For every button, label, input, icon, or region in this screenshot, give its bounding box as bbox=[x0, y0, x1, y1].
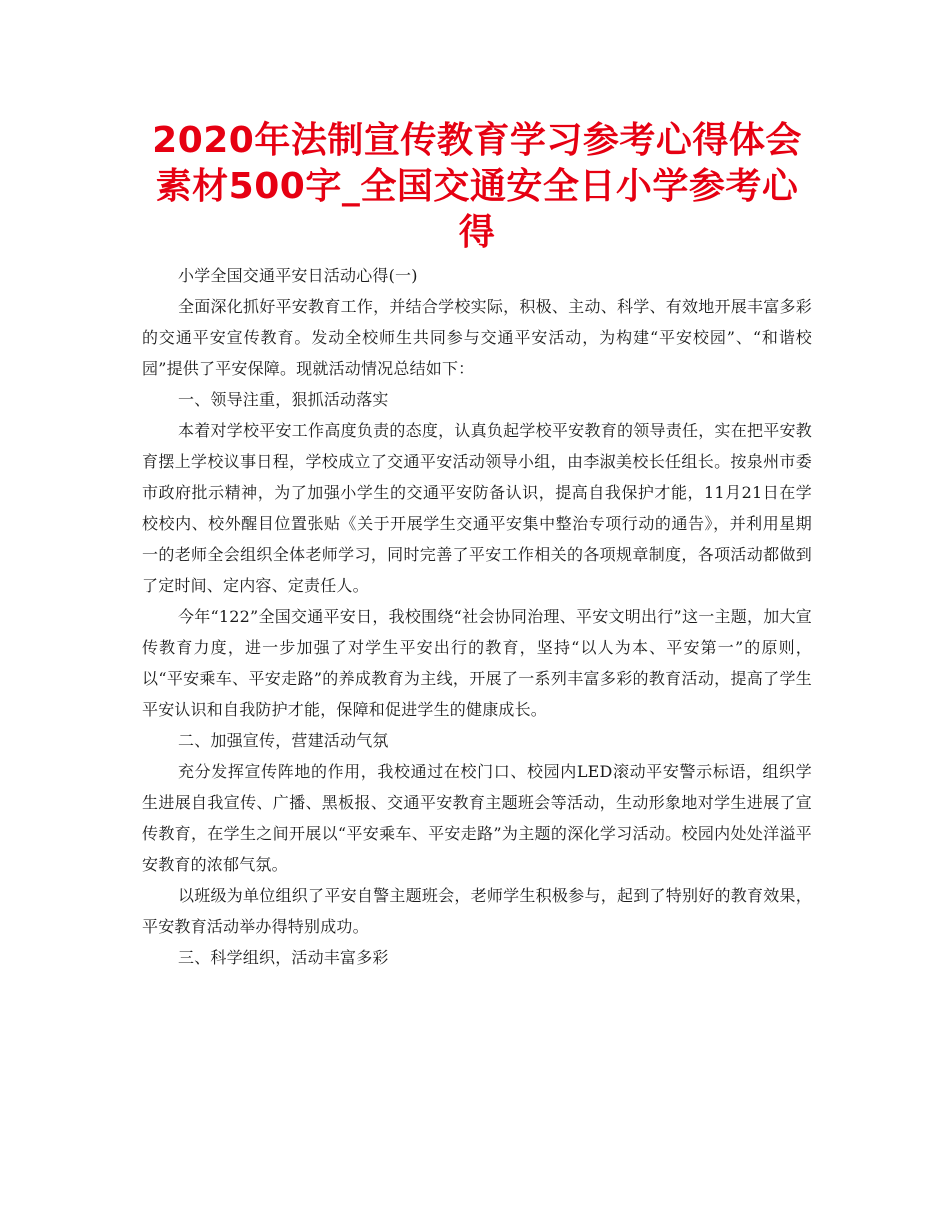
subtitle: 小学全国交通平安日活动心得(一) bbox=[178, 266, 418, 285]
document-page bbox=[142, 118, 812, 973]
section-2-paragraph-2: 以班级为单位组织了平安自警主题班会，老师学生积极参与，起到了特别好的教育效果，平安教育活动举办得特别成功。 bbox=[142, 886, 812, 936]
section-3-heading: 三、科学组织，活动丰富多彩 bbox=[178, 948, 389, 967]
section-2-paragraph-1: 充分发挥宣传阵地的作用，我校通过在校门口、校园内LED滚动平安警示标语，组织学生进展自我宣传、广播、黑板报、交通平安教育主题班会等活动，生动形象地对学生进展了宣传教育，在学生之间开展以“平安乘车、平安走路”为主题的深化学习活动。校园内处处洋溢平安教育的浓郁气氛。 bbox=[142, 762, 812, 874]
section-2-heading: 二、加强宣传，营建活动气氛 bbox=[178, 731, 389, 750]
section-1-paragraph-1: 本着对学校平安工作高度负责的态度，认真负起学校平安教育的领导责任，实在把平安教育摆上学校议事日程，学校成立了交通平安活动领导小组，由李淑美校长任组长。按泉州市委市政府批示精神，为了加强小学生的交通平安防备认识，提高自我保护才能，11月21日在学校校内、校外醒目位置张贴《关于开展学生交通平安集中整治专项行动的通告》，并利用星期一的老师全会组织全体老师学习，同时完善了平安工作相关的各项规章制度，各项活动都做到了定时间、定内容、定责任人。 bbox=[142, 421, 812, 595]
document-title: 2020年法制宣传教育学习参考心得体会素材500字_全国交通安全日小学参考心得 bbox=[152, 120, 802, 253]
section-1-paragraph-2: 今年“122”全国交通平安日，我校围绕“社会协同治理、平安文明出行”这一主题，加大宣传教育力度，进一步加强了对学生平安出行的教育，坚持“以人为本、平安第一”的原则，以“平安乘车、平安走路”的养成教育为主线，开展了一系列丰富多彩的教育活动，提高了学生平安认识和自我防护才能，保障和促进学生的健康成长。 bbox=[142, 607, 812, 719]
intro-paragraph: 全面深化抓好平安教育工作，并结合学校实际，积极、主动、科学、有效地开展丰富多彩的交通平安宣传教育。发动全校师生共同参与交通平安活动，为构建“平安校园”、“和谐校园”提供了平安保障。现就活动情况总结如下： bbox=[142, 297, 812, 378]
section-1-heading: 一、领导注重，狠抓活动落实 bbox=[178, 390, 389, 409]
